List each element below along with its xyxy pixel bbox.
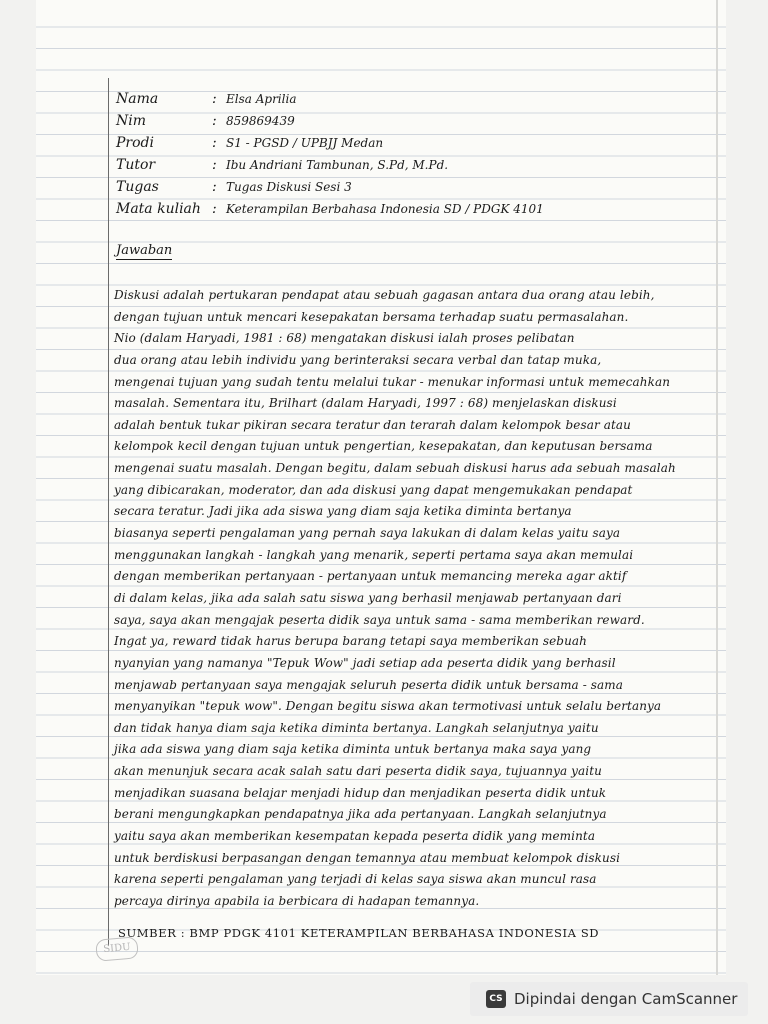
body-line: jika ada siswa yang diam saja ketika diminta untuk bertanya maka saya yang bbox=[114, 742, 592, 757]
camscanner-logo-icon: CS bbox=[486, 990, 506, 1008]
info-colon: : bbox=[212, 91, 217, 107]
body-line: dan tidak hanya diam saja ketika diminta bertanya. Langkah selanjutnya yaitu bbox=[114, 720, 599, 735]
body-line: yaitu saya akan memberikan kesempatan kepada peserta didik yang meminta bbox=[114, 829, 596, 844]
info-value: Elsa Aprilia bbox=[226, 92, 297, 106]
body-line: akan menunjuk secara acak salah satu dari peserta didik saya, tujuannya yaitu bbox=[114, 764, 602, 779]
info-row-tutor bbox=[116, 154, 696, 176]
answer-heading: Jawaban bbox=[116, 243, 173, 258]
info-row-prodi bbox=[116, 132, 696, 154]
body-line: Diskusi adalah pertukaran pendapat atau sebuah gagasan antara dua orang atau lebih, bbox=[114, 288, 655, 302]
info-value: Ibu Andriani Tambunan, S.Pd, M.Pd. bbox=[226, 158, 449, 172]
body-line: menjawab pertanyaan saya mengajak seluruh peserta didik untuk bersama - sama bbox=[114, 677, 624, 692]
body-line: menyanyikan "tepuk wow". Dengan begitu siswa akan termotivasi untuk selalu bertanya bbox=[114, 699, 662, 714]
body-line: menjadikan suasana belajar menjadi hidup dan menjadikan peserta didik untuk bbox=[114, 785, 607, 800]
info-row-mata-kuliah bbox=[116, 198, 696, 220]
info-label: Tugas bbox=[116, 179, 159, 195]
info-row-nama bbox=[116, 88, 696, 110]
body-line: dengan tujuan untuk mencari kesepakatan bersama terhadap suatu permasalahan. bbox=[114, 309, 629, 324]
info-value: 859869439 bbox=[226, 114, 295, 128]
info-colon: : bbox=[212, 201, 217, 217]
info-row-tugas bbox=[116, 176, 696, 198]
info-row-nim bbox=[116, 110, 696, 132]
body-line: percaya dirinya apabila ia berbicara di hadapan temannya. bbox=[114, 893, 480, 908]
info-colon: : bbox=[212, 135, 217, 151]
info-colon: : bbox=[212, 113, 217, 129]
body-line: untuk berdiskusi berpasangan dengan temannya atau membuat kelompok diskusi bbox=[114, 850, 621, 865]
info-value: S1 - PGSD / UPBJJ Medan bbox=[226, 136, 384, 150]
source-reference: SUMBER : BMP PDGK 4101 KETERAMPILAN BERBAHASA INDONESIA SD bbox=[118, 926, 600, 940]
body-line: adalah bentuk tukar pikiran secara teratur dan terarah dalam kelompok besar atau bbox=[114, 417, 631, 432]
body-line: secara teratur. Jadi jika ada siswa yang diam saja ketika diminta bertanya bbox=[114, 504, 572, 519]
body-line: dengan memberikan pertanyaan - pertanyaan untuk memancing mereka agar aktif bbox=[114, 569, 627, 584]
info-value: Tugas Diskusi Sesi 3 bbox=[226, 180, 352, 194]
body-line: dua orang atau lebih individu yang berinteraksi secara verbal dan tatap muka, bbox=[114, 352, 602, 367]
camscanner-watermark bbox=[470, 982, 748, 1016]
body-line: menggunakan langkah - langkah yang menarik, seperti pertama saya akan memulai bbox=[114, 547, 634, 562]
answer-body bbox=[114, 285, 724, 913]
student-info bbox=[116, 88, 696, 220]
faint-stamp: SIDU bbox=[95, 936, 139, 962]
body-line: berani mengungkapkan pendapatnya jika ada pertanyaan. Langkah selanjutnya bbox=[114, 807, 607, 822]
body-line: biasanya seperti pengalaman yang pernah saya lakukan di dalam kelas yaitu saya bbox=[114, 526, 621, 541]
body-line: mengenai tujuan yang sudah tentu melalui tukar - menukar informasi untuk memecahkan bbox=[114, 374, 671, 389]
info-label: Tutor bbox=[116, 157, 156, 173]
body-line: mengenai suatu masalah. Dengan begitu, dalam sebuah diskusi harus ada sebuah masalah bbox=[114, 461, 676, 476]
body-line: saya, saya akan mengajak peserta didik saya untuk sama - sama memberikan reward. bbox=[114, 612, 645, 627]
body-line: kelompok kecil dengan tujuan untuk pengertian, kesepakatan, dan keputusan bersama bbox=[114, 439, 653, 454]
info-label: Nim bbox=[116, 113, 147, 129]
info-label: Nama bbox=[116, 91, 159, 107]
info-colon: : bbox=[212, 179, 217, 195]
watermark-text: Dipindai dengan CamScanner bbox=[514, 990, 738, 1008]
body-line: Ingat ya, reward tidak harus berupa barang tetapi saya memberikan sebuah bbox=[114, 634, 587, 649]
margin-line bbox=[108, 78, 109, 946]
info-value: Keterampilan Berbahasa Indonesia SD / PDGK 4101 bbox=[226, 202, 544, 216]
body-line: karena seperti pengalaman yang terjadi di kelas saya siswa akan muncul rasa bbox=[114, 872, 597, 887]
body-line: yang dibicarakan, moderator, dan ada diskusi yang dapat mengemukakan pendapat bbox=[114, 482, 633, 497]
body-line: nyanyian yang namanya "Tepuk Wow" jadi setiap ada peserta didik yang berhasil bbox=[114, 655, 616, 670]
body-line: masalah. Sementara itu, Brilhart (dalam Haryadi, 1997 : 68) menjelaskan diskusi bbox=[114, 396, 617, 411]
body-line: di dalam kelas, jika ada salah satu siswa yang berhasil menjawab pertanyaan dari bbox=[114, 590, 622, 605]
info-label: Mata kuliah bbox=[116, 201, 201, 217]
info-colon: : bbox=[212, 157, 217, 173]
info-label: Prodi bbox=[116, 135, 154, 151]
body-line: Nio (dalam Haryadi, 1981 : 68) mengatakan diskusi ialah proses pelibatan bbox=[114, 331, 575, 346]
